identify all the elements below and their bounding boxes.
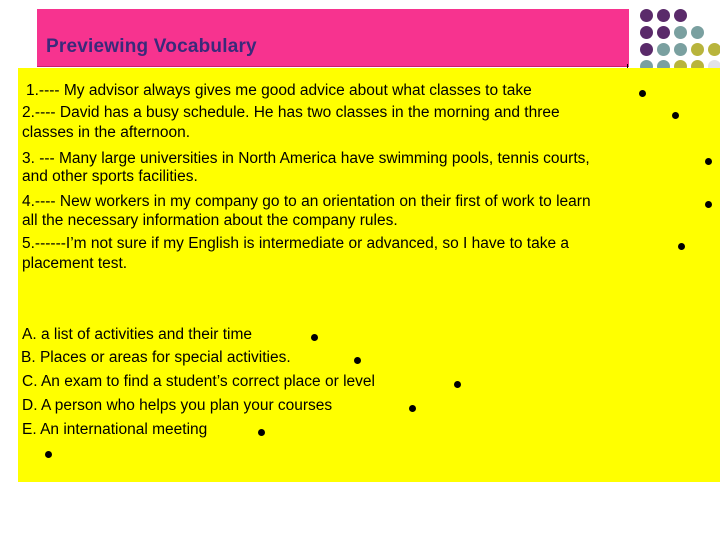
- sentence-3-line-2: and other sports facilities.: [22, 168, 198, 185]
- title-divider: [37, 66, 629, 67]
- decorative-dot: [640, 9, 653, 22]
- bullet-icon: [311, 334, 318, 341]
- decorative-dot: [640, 26, 653, 39]
- definition-b: B. Places or areas for special activities.: [21, 349, 291, 366]
- definition-e: E. An international meeting: [22, 421, 208, 438]
- definition-c: C. An exam to find a student’s correct place or level: [22, 373, 375, 390]
- sentence-4-line-1: 4.---- New workers in my company go to an orientation on their first of work to learn: [22, 193, 591, 210]
- sentence-5-line-1: 5.------I’m not sure if my English is intermediate or advanced, so I have to take a: [22, 235, 570, 252]
- bullet-icon: [672, 112, 679, 119]
- keyword-advisor: advisor: [88, 82, 139, 99]
- bullet-icon: [258, 429, 265, 436]
- decorative-dot: [657, 9, 670, 22]
- sentence-1-prefix: 1.---- My: [26, 82, 89, 99]
- sentence-2-line-1: 2.---- David has a busy schedule. He has two classes in the morning and three: [22, 104, 560, 121]
- bullet-icon: [409, 405, 416, 412]
- bullet-icon: [678, 243, 685, 250]
- bullet-icon: [45, 451, 52, 458]
- decorative-dot: [674, 43, 687, 56]
- bullet-icon: [354, 357, 361, 364]
- content-panel: [18, 68, 720, 482]
- sentence-1-rest: always gives me good advice about what classes to take: [138, 82, 532, 99]
- bullet-icon: [454, 381, 461, 388]
- definition-d: D. A person who helps you plan your courses: [22, 397, 333, 414]
- decorative-dot: [674, 26, 687, 39]
- sentence-3-line-1: 3. --- Many large universities in North America have swimming pools, tennis courts,: [22, 150, 590, 167]
- decorative-dot: [674, 9, 687, 22]
- bullet-icon: [705, 158, 712, 165]
- sentence-2-line-2: classes in the afternoon.: [22, 124, 191, 141]
- decorative-dot: [640, 43, 653, 56]
- definition-a: A. a list of activities and their time: [22, 326, 253, 343]
- sentence-4-line-2: all the necessary information about the company rules.: [22, 212, 398, 229]
- decorative-dot: [691, 26, 704, 39]
- bullet-icon: [705, 201, 712, 208]
- sentence-5-line-2: placement test.: [22, 255, 128, 272]
- decorative-dot: [657, 43, 670, 56]
- bullet-icon: [639, 90, 646, 97]
- page-title: Previewing Vocabulary: [46, 36, 257, 57]
- decorative-dot: [657, 26, 670, 39]
- decorative-dot: [708, 43, 720, 56]
- sentence-1: [26, 82, 532, 100]
- decorative-dot: [691, 43, 704, 56]
